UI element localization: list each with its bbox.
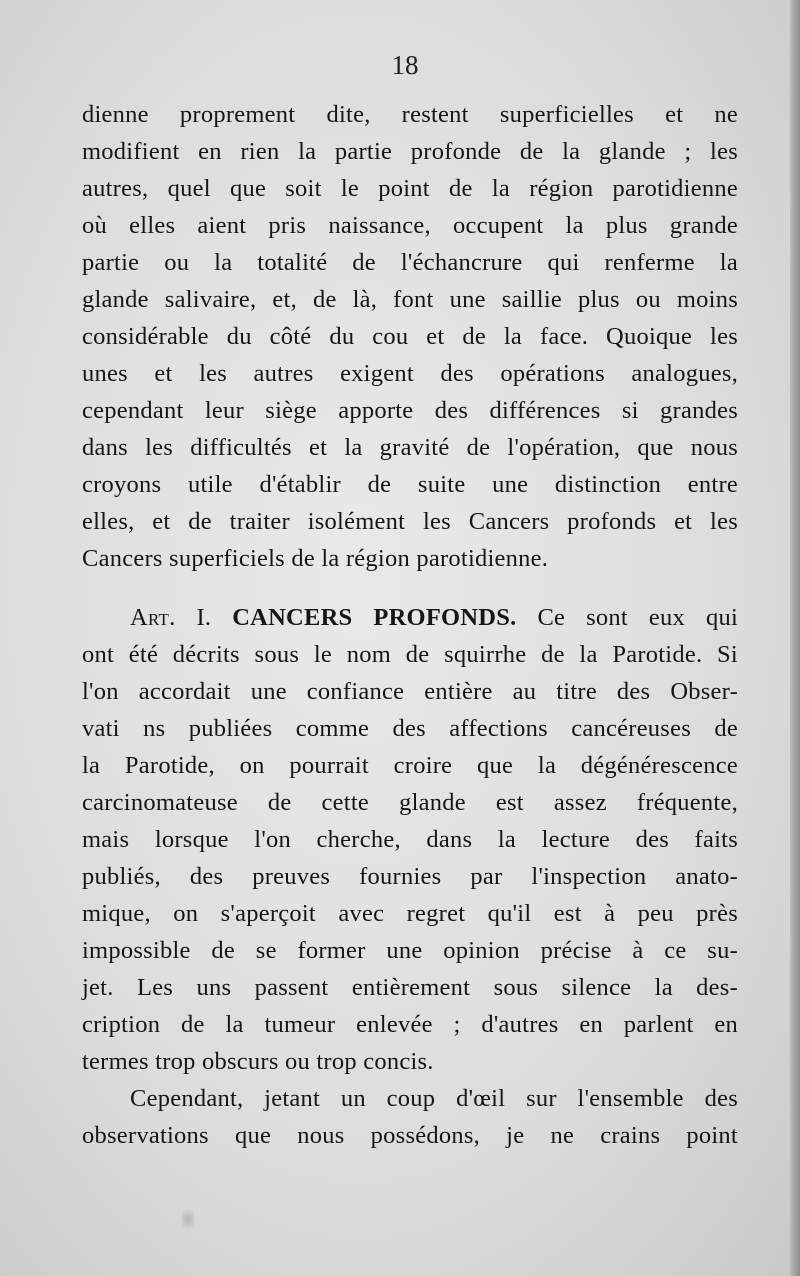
page-number: 18: [391, 50, 419, 80]
text-line: Cependant, jetant un coup d'œil sur l'ensemble des: [130, 1085, 738, 1112]
text-line: cription de la tumeur enlevée ; d'autres en parlent en: [82, 1011, 738, 1038]
text-line: où elles aient pris naissance, occupent la plus grande: [82, 212, 738, 239]
text-line: carcinomateuse de cette glande est assez fréquente,: [82, 789, 738, 816]
text-line: considérable du côté du cou et de la face. Quoique les: [82, 323, 738, 350]
text-line: autres, quel que soit le point de la région parotidienne: [82, 175, 738, 202]
text-line: modifient en rien la partie profonde de la glande ; les: [82, 138, 738, 165]
ink-smudge: [182, 1210, 194, 1228]
text-line: la Parotide, on pourrait croire que la dégénérescence: [82, 752, 738, 779]
text-line: elles, et de traiter isolément les Cancers profonds et les: [82, 508, 738, 535]
article-heading-line: [82, 599, 738, 636]
body-text: [82, 96, 738, 1154]
text-line: dienne proprement dite, restent superficielles et ne: [82, 101, 738, 128]
text-line-fragment: Ce sont eux qui: [537, 604, 739, 631]
article-heading: CANCERS PROFONDS.: [232, 604, 517, 631]
text-line: glande salivaire, et, de là, font une saillie plus ou moins: [82, 286, 738, 313]
paragraph-3: [82, 1080, 738, 1154]
text-line: ont été décrits sous le nom de squirrhe de la Parotide. Si: [82, 641, 738, 668]
text-line: observations que nous possédons, je ne crains point: [82, 1122, 738, 1149]
page-edge-shadow: [790, 0, 800, 1276]
text-line: l'on accordait une confiance entière au titre des Obser-: [82, 678, 738, 705]
paragraph-gap: [82, 577, 738, 599]
text-line: Cancers superficiels de la région parotidienne.: [82, 545, 549, 572]
text-line: impossible de se former une opinion précise à ce su-: [82, 937, 738, 964]
text-line: publiés, des preuves fournies par l'inspection anato-: [82, 863, 738, 890]
article-label: Art. I.: [130, 604, 212, 631]
text-line: partie ou la totalité de l'échancrure qui renferme la: [82, 249, 738, 276]
text-line: vati ns publiées comme des affections cancéreuses de: [82, 715, 738, 742]
text-line: jet. Les uns passent entièrement sous silence la des-: [82, 974, 738, 1001]
text-line: dans les difficultés et la gravité de l'opération, que nous: [82, 434, 738, 461]
text-line: mais lorsque l'on cherche, dans la lecture des faits: [82, 826, 738, 853]
paragraph-1: [82, 96, 738, 577]
text-line: unes et les autres exigent des opérations analogues,: [82, 360, 738, 387]
text-line: mique, on s'aperçoit avec regret qu'il est à peu près: [82, 900, 738, 927]
text-line: termes trop obscurs ou trop concis.: [82, 1048, 434, 1075]
text-line: cependant leur siège apporte des différences si grandes: [82, 397, 738, 424]
text-line: croyons utile d'établir de suite une distinction entre: [82, 471, 738, 498]
paragraph-2: [82, 599, 738, 1080]
